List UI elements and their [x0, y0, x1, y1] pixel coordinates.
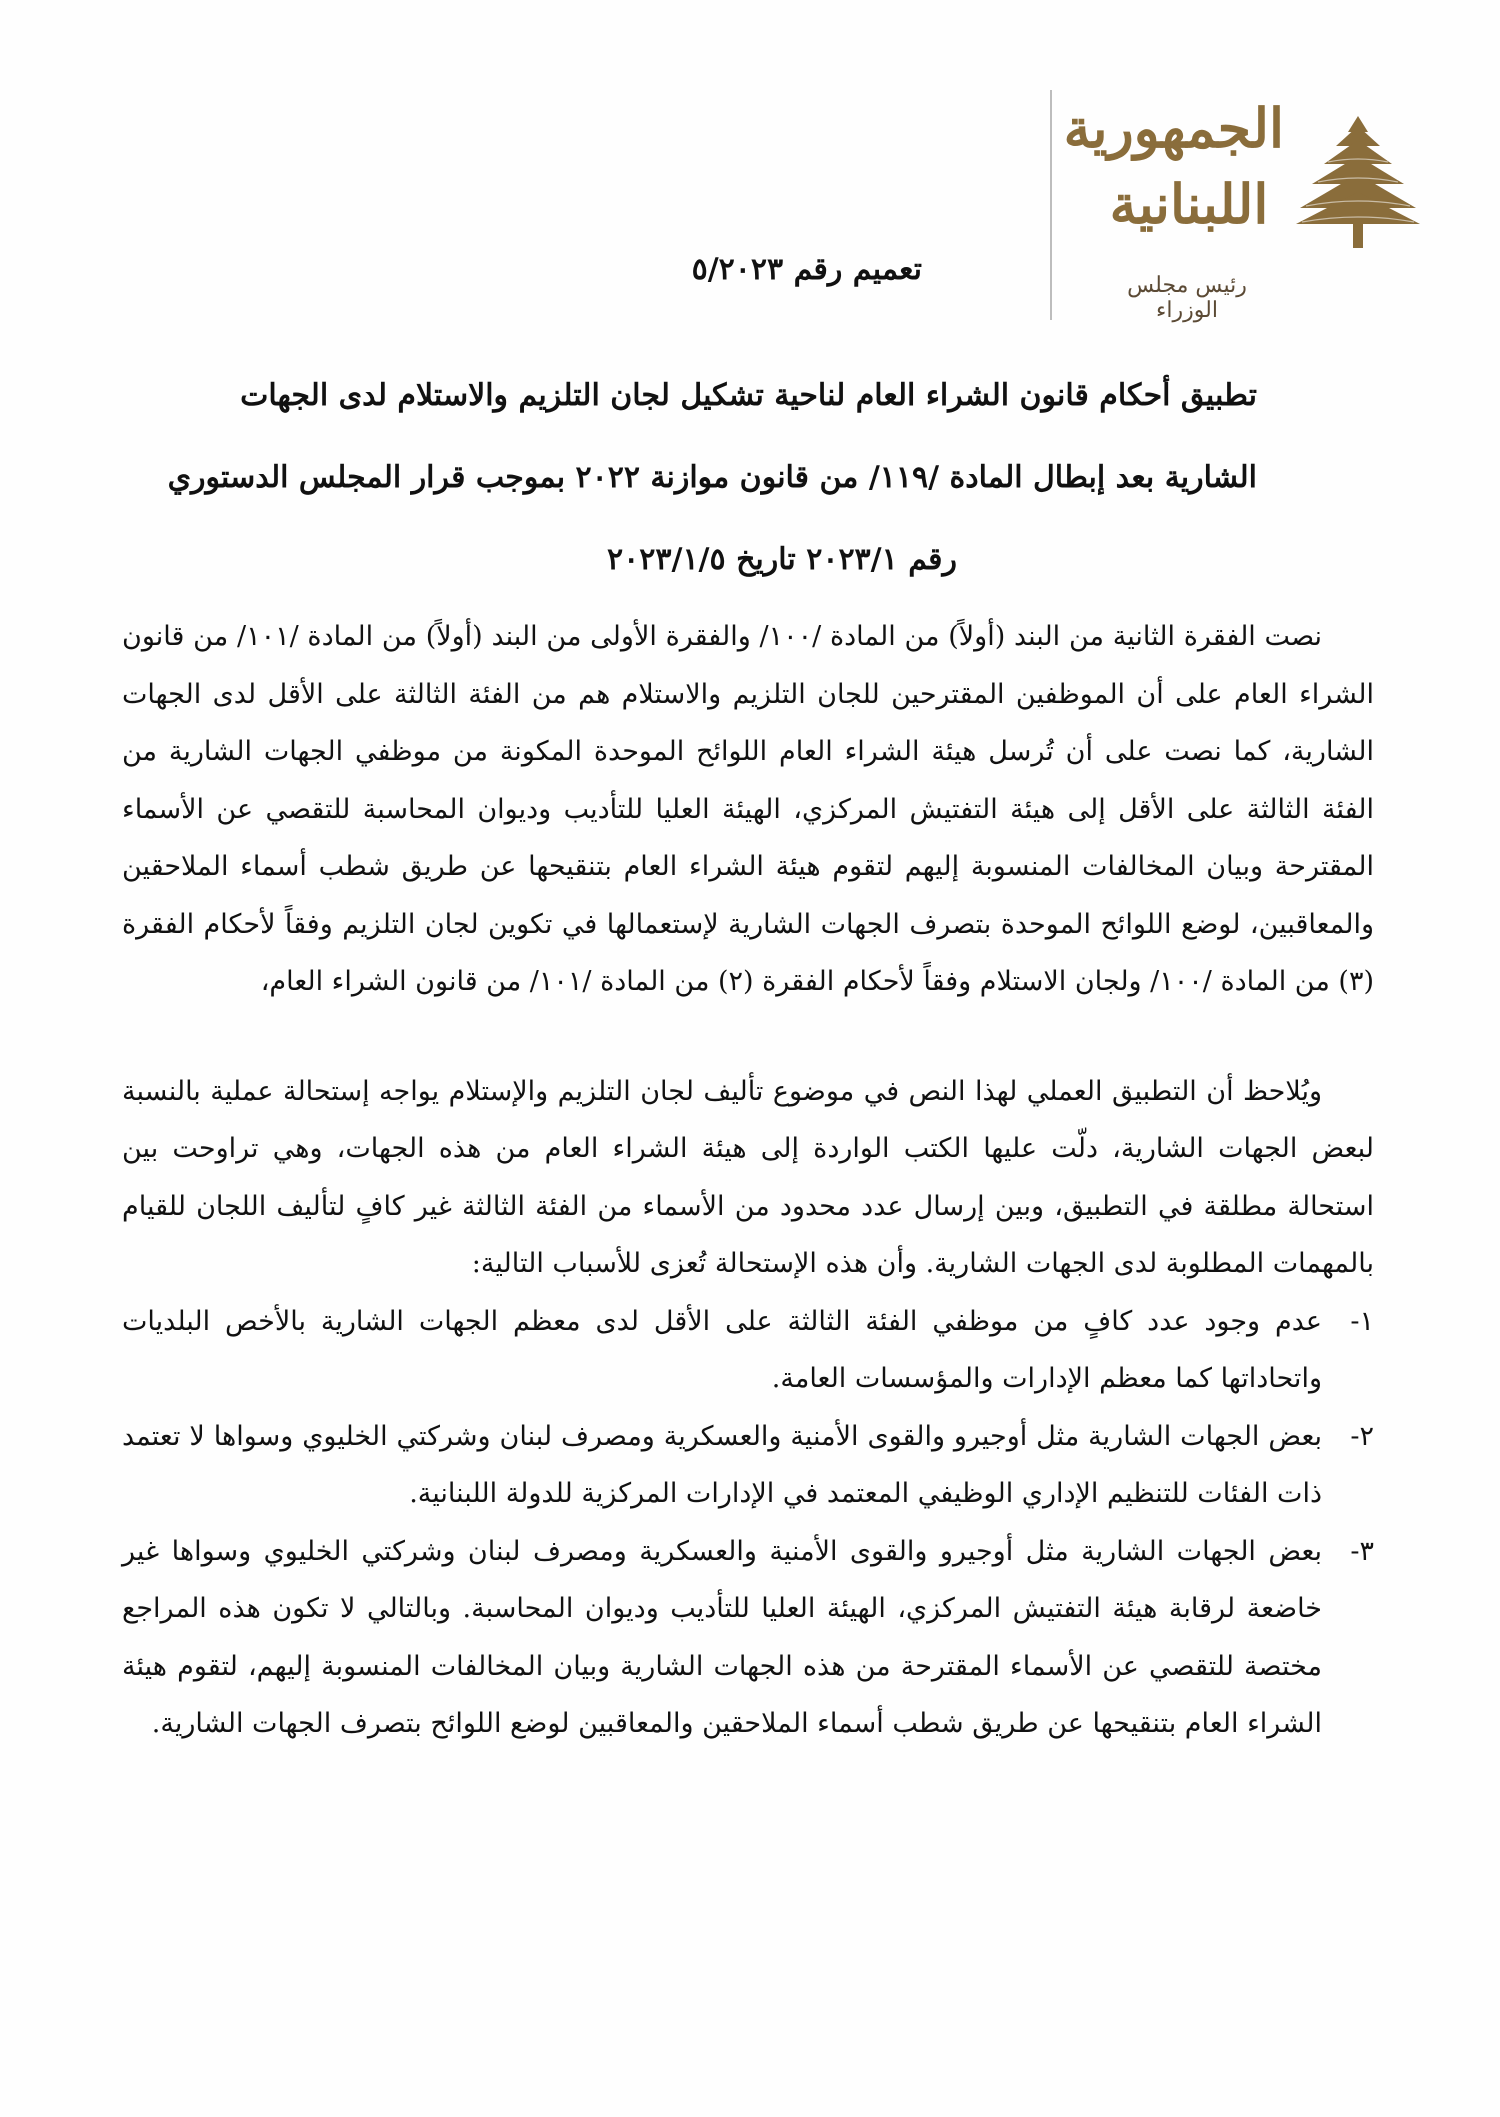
subject-line-2: الشارية بعد إبطال المادة /١١٩/ من قانون موازنة ٢٠٢٢ بموجب قرار المجلس الدستوري [167, 460, 1257, 495]
emblem-line-2: اللبنانية [1109, 172, 1269, 236]
subject-line-3: رقم ٢٠٢٣/١ تاريخ ٢٠٢٣/١/٥ [607, 542, 957, 577]
list-item-text: بعض الجهات الشارية مثل أوجيرو والقوى الأمنية والعسكرية ومصرف لبنان وشركتي الخليوي وسواها لا تعتمد ذات الفئات للتنظيم الإداري الوظيفي المعتمد في الإدارات المركزية للدولة اللبنانية. [122, 1420, 1322, 1509]
reasons-list [122, 1293, 1374, 1753]
subject-line-1: تطبيق أحكام قانون الشراء العام لناحية تشكيل لجان التلزيم والاستلام لدى الجهات [240, 378, 1257, 413]
list-item [122, 1408, 1374, 1523]
list-item-number: ٢- [1350, 1420, 1374, 1452]
list-item-number: ١- [1350, 1305, 1374, 1337]
emblem-line-1: الجمهورية [1063, 96, 1284, 160]
paragraph-1: نصت الفقرة الثانية من البند (أولاً) من المادة /١٠٠/ والفقرة الأولى من البند (أولاً) من المادة /١٠١/ من قانون الشراء العام على أن الموظفين المقترحين للجان التلزيم والاستلام هم من الفئة الثالثة على الأقل لدى الجهات الشارية، كما نصت على أن تُرسل هيئة الشراء العام اللوائح الموحدة المكونة من موظفي الجهات الشارية من الفئة الثالثة على الأقل إلى هيئة التفتيش المركزي، الهيئة العليا للتأديب وديوان المحاسبة للتقصي عن الأسماء المقترحة وبيان المخالفات المنسوبة إليهم لتقوم هيئة الشراء العام بتنقيحها عن طريق شطب أسماء الملاحقين والمعاقبين، لوضع اللوائح الموحدة بتصرف الجهات الشارية لإستعمالها في تكوين لجان التلزيم وفقاً لأحكام الفقرة (٣) من المادة /١٠٠/ ولجان الاستلام وفقاً لأحكام الفقرة (٢) من المادة /١٠١/ من قانون الشراء العام، [122, 621, 1374, 997]
list-item [122, 1293, 1374, 1408]
office-name: رئيس مجلس الوزراء [1127, 273, 1247, 323]
republic-emblem-text [1063, 88, 1284, 240]
paragraph-2: ويُلاحظ أن التطبيق العملي لهذا النص في موضوع تأليف لجان التلزيم والإستلام يواجه إستحالة عملية بالنسبة لبعض الجهات الشارية، دلّت عليها الكتب الواردة إلى هيئة الشراء العام من هذه الجهات، وهي تراوحت بين استحالة مطلقة في التطبيق، وبين إرسال عدد محدود من الأسماء من الفئة الثالثة غير كافٍ لتأليف اللجان للقيام بالمهمات المطلوبة لدى الجهات الشارية. وأن هذه الإستحالة تُعزى للأسباب التالية: [122, 1075, 1374, 1279]
subject-heading [167, 355, 1257, 601]
list-item-text: بعض الجهات الشارية مثل أوجيرو والقوى الأمنية والعسكرية ومصرف لبنان وشركتي الخليوي وسواها غير خاضعة لرقابة هيئة التفتيش المركزي، الهيئة العليا للتأديب وديوان المحاسبة. وبالتالي لا تكون هذه المراجع مختصة للتقصي عن الأسماء المقترحة من هذه الجهات الشارية وبيان المخالفات المنسوبة إليهم، لتقوم هيئة الشراء العام بتنقيحها عن طريق شطب أسماء الملاحقين والمعاقبين لوضع اللوائح بتصرف الجهات الشارية. [122, 1535, 1322, 1739]
letterhead [1063, 88, 1422, 323]
circular-number: تعميم رقم ٥/٢٠٢٣ [691, 252, 922, 287]
list-item-text: عدم وجود عدد كافٍ من موظفي الفئة الثالثة على الأقل لدى معظم الجهات الشارية بالأخص البلديات واتحاداتها كما معظم الإدارات والمؤسسات العامة. [122, 1305, 1322, 1394]
list-item-number: ٣- [1350, 1535, 1374, 1567]
cedar-tree-icon [1294, 112, 1422, 257]
letterhead-divider [1050, 90, 1052, 320]
document-body [122, 608, 1374, 1753]
list-item [122, 1523, 1374, 1753]
